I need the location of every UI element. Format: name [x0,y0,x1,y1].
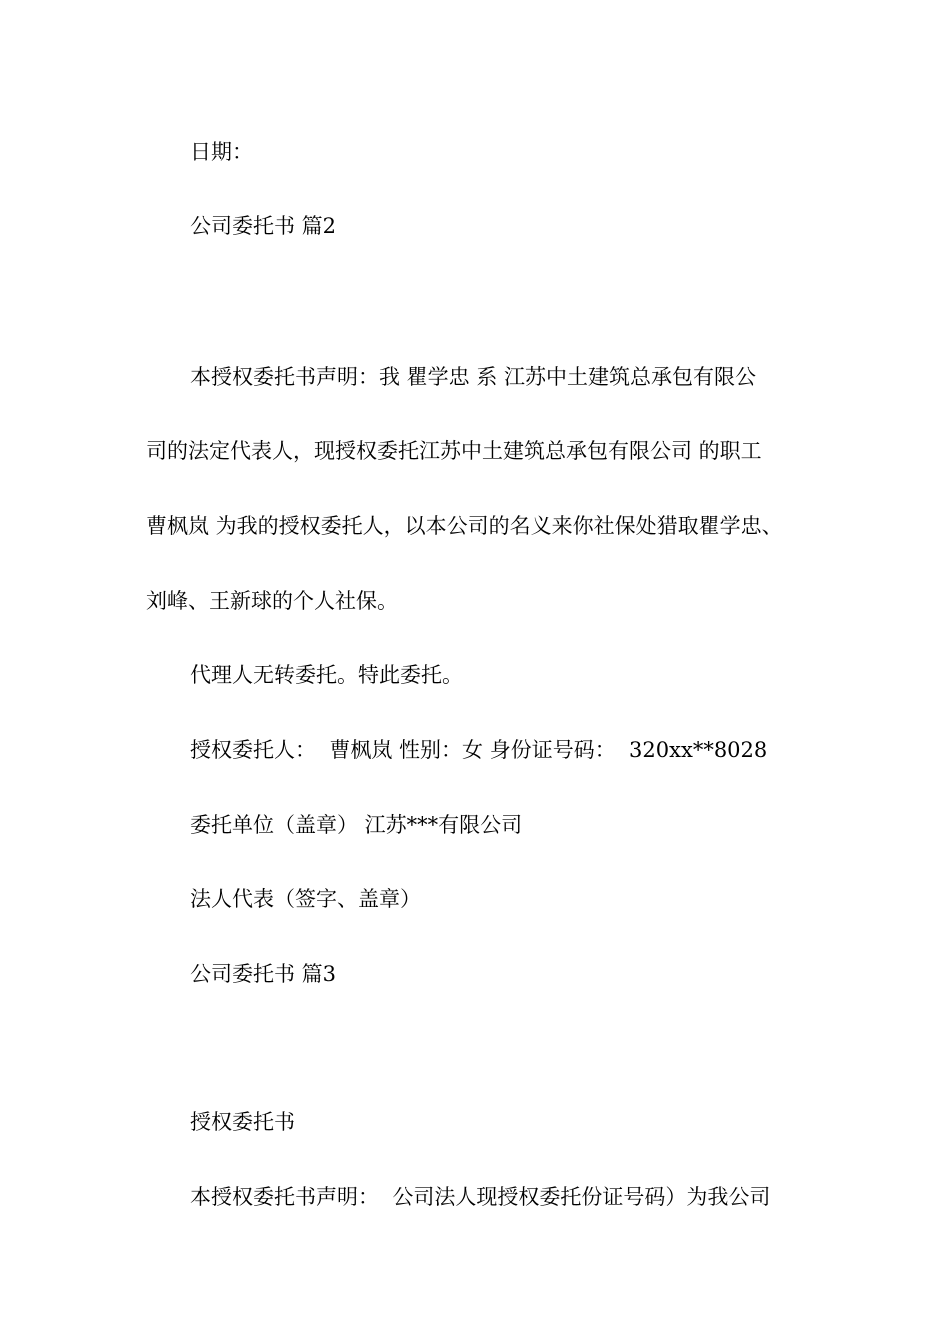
agent-info-line: 授权委托人： 曹枫岚 性别：女 身份证号码： 320xx**8028 [190,738,768,762]
entrusting-unit-line: 委托单位（盖章） 江苏***有限公司 [190,813,523,837]
document-title: 授权委托书 [190,1110,295,1134]
section-heading-3: 公司委托书 篇3 [190,962,337,986]
paragraph-line: 本授权委托书声明： 公司法人现授权委托份证号码）为我公司 [190,1185,771,1209]
paragraph-line: 曹枫岚 为我的授权委托人，以本公司的名义来你社保处猎取瞿学忠、 [146,514,783,538]
date-label: 日期： [190,140,253,164]
section-heading-2: 公司委托书 篇2 [190,214,337,238]
paragraph-line: 司的法定代表人，现授权委托江苏中土建筑总承包有限公司 的职工 [146,439,762,463]
paragraph-line: 刘峰、王新球的个人社保。 [146,589,398,613]
legal-rep-line: 法人代表（签字、盖章） [190,887,421,911]
paragraph-line: 本授权委托书声明：我 瞿学忠 系 江苏中土建筑总承包有限公 [190,365,757,389]
no-subdelegation-line: 代理人无转委托。特此委托。 [190,663,463,687]
